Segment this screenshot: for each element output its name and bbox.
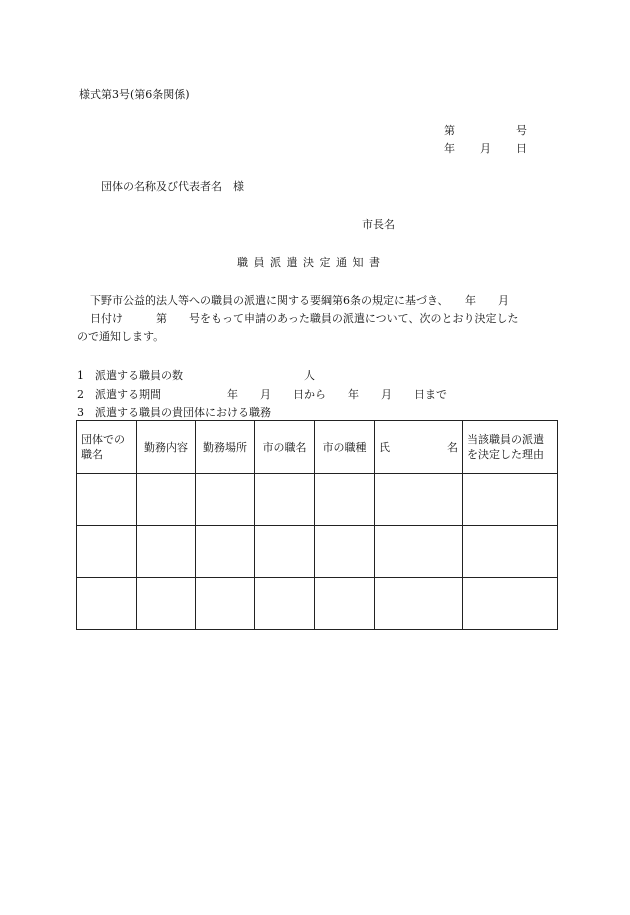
table-cell[interactable] xyxy=(463,474,558,526)
addressee: 団体の名称及び代表者名 様 xyxy=(101,180,244,193)
table-cell[interactable] xyxy=(375,578,463,630)
date-month-label: 月 xyxy=(480,142,491,155)
table-cell[interactable] xyxy=(196,526,255,578)
body-line-2: 日付け 第 号をもって申請のあった職員の派遣について、次のとおり決定した xyxy=(90,312,519,325)
reference-go-label: 号 xyxy=(516,124,527,137)
header-name-family: 氏 xyxy=(379,440,390,454)
table-cell[interactable] xyxy=(77,578,137,630)
header-city-job-type: 市の職種 xyxy=(315,421,375,474)
header-org-job-title: 団体での職名 xyxy=(77,421,137,474)
table-cell[interactable] xyxy=(196,474,255,526)
table-row xyxy=(77,474,558,526)
table-cell[interactable] xyxy=(77,474,137,526)
table-cell[interactable] xyxy=(77,526,137,578)
table-row xyxy=(77,526,558,578)
header-work-content: 勤務内容 xyxy=(137,421,196,474)
header-dispatch-reason: 当該職員の派遣を決定した理由 xyxy=(463,421,558,474)
table-cell[interactable] xyxy=(315,526,375,578)
form-number: 様式第3号(第6条関係) xyxy=(79,88,190,101)
table-cell[interactable] xyxy=(255,578,315,630)
item-3-duties: 3 派遣する職員の貴団体における職務 xyxy=(77,406,271,419)
item-2-dispatch-period: 2 派遣する期間 年 月 日から 年 月 日まで xyxy=(77,388,447,401)
table-cell[interactable] xyxy=(196,578,255,630)
header-full-name xyxy=(375,421,463,474)
header-city-job-title: 市の職名 xyxy=(255,421,315,474)
table-cell[interactable] xyxy=(255,474,315,526)
table-cell[interactable] xyxy=(315,578,375,630)
document-title: 職 員 派 遣 決 定 通 知 書 xyxy=(237,256,381,269)
duties-table xyxy=(76,420,558,630)
table-cell[interactable] xyxy=(137,474,196,526)
table-cell[interactable] xyxy=(375,526,463,578)
table-row xyxy=(77,578,558,630)
table-cell[interactable] xyxy=(463,578,558,630)
item-1-staff-count: 1 派遣する職員の数 人 xyxy=(77,369,315,382)
mayor-name-label: 市長名 xyxy=(362,218,395,231)
table-cell[interactable] xyxy=(137,526,196,578)
table-cell[interactable] xyxy=(137,578,196,630)
header-name-given: 名 xyxy=(447,440,458,454)
table-cell[interactable] xyxy=(315,474,375,526)
header-work-place: 勤務場所 xyxy=(196,421,255,474)
reference-dai-label: 第 xyxy=(444,124,455,137)
date-day-label: 日 xyxy=(516,142,527,155)
body-line-1: 下野市公益的法人等への職員の派遣に関する要綱第6条の規定に基づき、 年 月 xyxy=(90,294,510,307)
table-header-row xyxy=(77,421,558,474)
table-cell[interactable] xyxy=(463,526,558,578)
body-line-3: ので通知します。 xyxy=(77,330,165,343)
table-cell[interactable] xyxy=(255,526,315,578)
table-cell[interactable] xyxy=(375,474,463,526)
date-year-label: 年 xyxy=(444,142,455,155)
